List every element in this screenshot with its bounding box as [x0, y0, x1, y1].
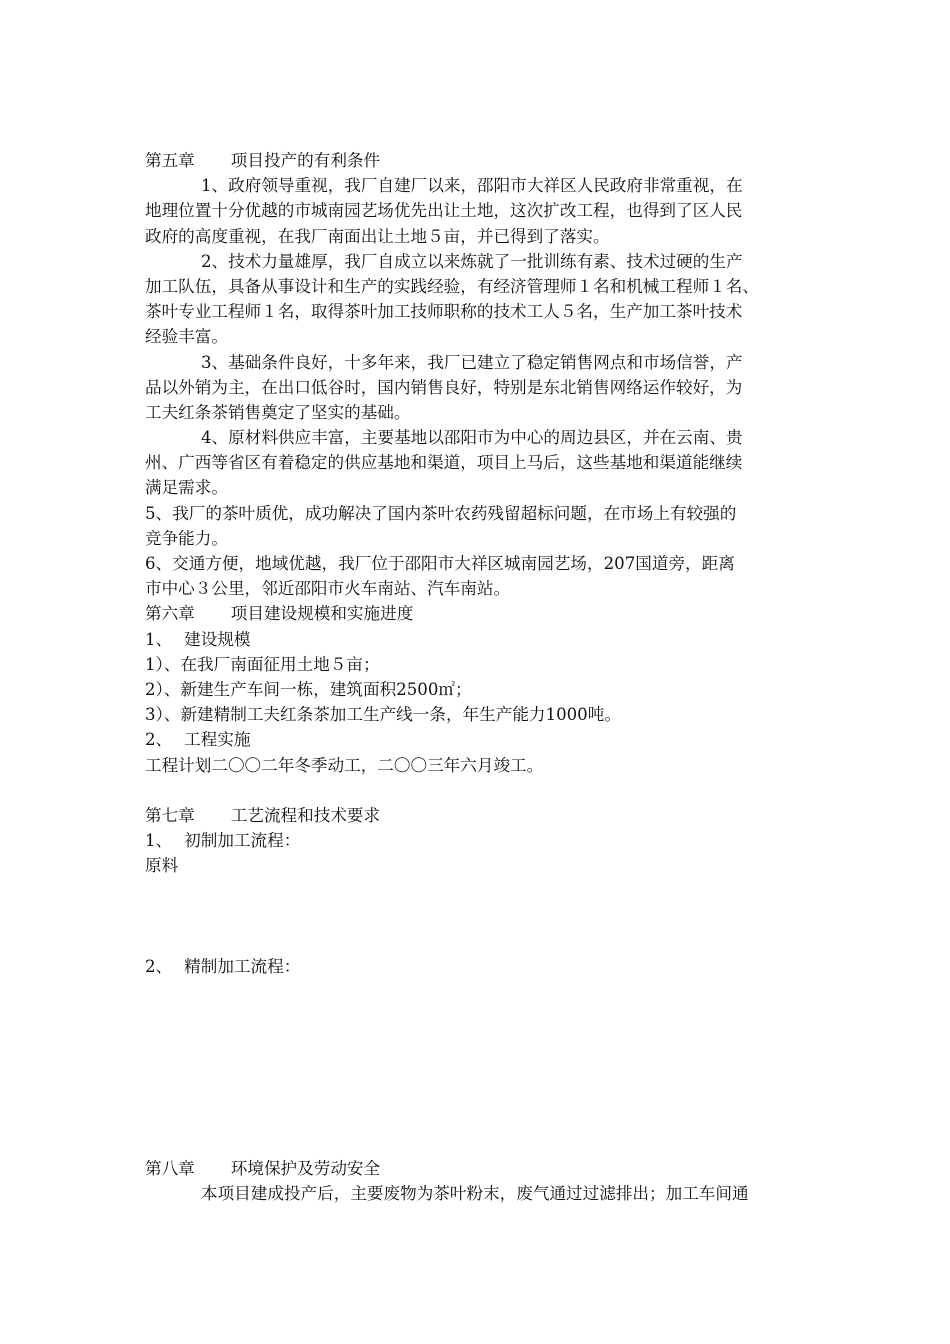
- text-line: 经验丰富。: [145, 327, 228, 347]
- text-line: 4、原材料供应丰富，主要基地以邵阳市为中心的周边县区，并在云南、贵: [201, 428, 743, 448]
- chapter-title: 工艺流程和技术要求: [230, 805, 381, 825]
- text-line: 工夫红条茶销售奠定了坚实的基础。: [145, 402, 411, 422]
- section-title: 建设规模: [184, 629, 251, 649]
- text-line: 5、我厂的茶叶质优，成功解决了国内茶叶农药残留超标问题，在市场上有较强的: [145, 503, 737, 523]
- text-line: 政府的高度重视，在我厂南面出让土地５亩，并已得到了落实。: [145, 226, 610, 246]
- section-heading-refining-process: [145, 954, 810, 979]
- text-line: 州、广西等省区有着稳定的供应基地和渠道，项目上马后，这些基地和渠道能继续: [145, 453, 743, 473]
- text-line: 3、基础条件良好，十多年来，我厂已建立了稳定销售网点和市场信誉，产: [201, 352, 743, 372]
- chapter-title: 项目投产的有利条件: [230, 151, 381, 170]
- document-page: [145, 148, 810, 1206]
- section-title: 初制加工流程：: [184, 831, 301, 851]
- chapter-title: 项目建设规模和实施进度: [230, 604, 414, 624]
- section-title: 精制加工流程：: [184, 957, 301, 977]
- chapter-8-heading: [145, 1156, 810, 1181]
- section-number: 1、: [145, 629, 173, 649]
- text-line: 满足需求。: [145, 478, 228, 498]
- text-line: 市中心３公里，邻近邵阳市火车南站、汽车南站。: [145, 579, 511, 599]
- paragraph-2: [145, 249, 810, 350]
- schedule-text: 工程计划二〇〇二年冬季动工，二〇〇三年六月竣工。: [145, 755, 544, 775]
- chapter-number: 第七章: [145, 805, 195, 825]
- chapter-7-heading: [145, 803, 810, 828]
- flowchart-space: [145, 979, 810, 1155]
- text-line: 2、技术力量雄厚，我厂自成立以来炼就了一批训练有素、技术过硬的生产: [201, 251, 743, 271]
- chapter-title: 环境保护及劳动安全: [230, 1158, 381, 1178]
- section-heading-scale: [145, 627, 810, 652]
- list-item: 2）、新建生产车间一栋，建筑面积2500㎡；: [145, 679, 472, 699]
- section-heading-primary-process: [145, 828, 810, 853]
- list-item: 3）、新建精制工夫红条茶加工生产线一条，年生产能力1000吨。: [145, 705, 621, 725]
- chapter-number: 第六章: [145, 604, 195, 624]
- section-number: 2、: [145, 957, 173, 977]
- text-line: 竞争能力。: [145, 528, 228, 548]
- section-title: 工程实施: [184, 730, 251, 750]
- paragraph-6: [145, 551, 810, 601]
- text-line: 地理位置十分优越的市城南园艺场优先出让土地，这次扩改工程，也得到了区人民: [145, 201, 743, 221]
- text-line: 茶叶专业工程师１名，取得茶叶加工技师职称的技术工人５名，生产加工茶叶技术: [145, 302, 743, 322]
- text-line: 加工队伍，具备从事设计和生产的实践经验，有经济管理师１名和机械工程师１名、: [145, 276, 759, 296]
- text-line: 本项目建成投产后，主要废物为茶叶粉末，废气通过过滤排出；加工车间通: [201, 1183, 749, 1203]
- chapter-number: 第八章: [145, 1158, 195, 1178]
- section-heading-implementation: [145, 727, 810, 752]
- flowchart-space: [145, 878, 810, 954]
- flow-start-label: 原料: [145, 856, 179, 876]
- paragraph-3: [145, 350, 810, 426]
- section-number: 2、: [145, 730, 173, 750]
- paragraph-1: [145, 173, 810, 249]
- chapter-6-heading: [145, 601, 810, 626]
- blank-line: [145, 778, 810, 803]
- list-item: 1）、在我厂南面征用土地５亩；: [145, 654, 380, 674]
- text-line: 品以外销为主，在出口低谷时，国内销售良好，特别是东北销售网络运作较好，为: [145, 377, 743, 397]
- text-line: 1、政府领导重视，我厂自建厂以来，邵阳市大祥区人民政府非常重视，在: [201, 176, 743, 196]
- paragraph-4: [145, 425, 810, 501]
- text-line: 6、交通方便，地域优越，我厂位于邵阳市大祥区城南园艺场，207国道旁，距离: [145, 554, 735, 573]
- chapter-5-heading: [145, 148, 810, 173]
- paragraph-5: [145, 501, 810, 551]
- chapter-number: 第五章: [145, 151, 195, 170]
- section-number: 1、: [145, 831, 173, 851]
